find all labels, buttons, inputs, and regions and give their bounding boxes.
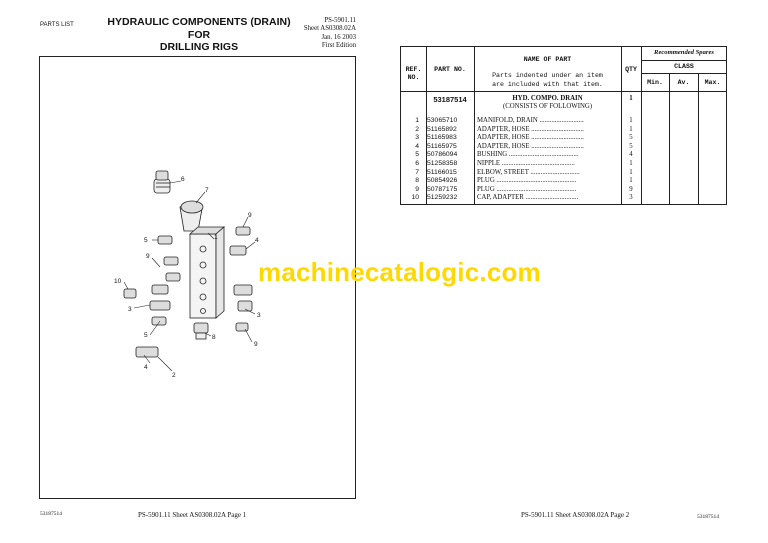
left-fittings <box>124 236 180 357</box>
callout-4: 4 <box>144 364 148 371</box>
sheet-line: PS-5901.11 <box>324 17 356 24</box>
callout-6: 6 <box>181 176 185 183</box>
footer-right-page: PS-5901.11 Sheet AS0308.02A Page 2 <box>521 511 630 519</box>
elbow-part <box>180 201 203 231</box>
manifold-part <box>190 227 224 318</box>
sheet-line: First Edition <box>321 41 356 49</box>
callout-1: 1 <box>214 234 218 241</box>
table-row: 6 51258358 NIPPLE ........................................... 1 <box>415 159 633 167</box>
assembly-part-no: 53187514 <box>433 95 467 104</box>
sheet-line: Sheet AS0308.02A <box>303 25 356 33</box>
table-row: 1 53065710 MANIFOLD, DRAIN .......................... 1 <box>415 117 633 124</box>
av-header: Av. <box>677 79 690 86</box>
callout-10: 10 <box>114 278 122 285</box>
table-row: 8 50854926 PLUG ............................................... 1 <box>415 177 633 185</box>
callout-3: 3 <box>257 312 261 319</box>
recommended-spares-header: Recommended Spares <box>654 49 714 56</box>
parts-list-label: PARTS LIST <box>40 22 74 28</box>
document-title <box>104 16 294 54</box>
table-row: 9 50787175 PLUG ............................................... 9 <box>415 185 633 193</box>
footer-left-code: 53187514 <box>40 511 62 517</box>
name-of-part-note: Parts indented under an item are included with that item. <box>492 72 603 88</box>
name-of-part-header: NAME OF PART <box>523 56 572 63</box>
sheet-info <box>286 17 356 50</box>
callout-4: 4 <box>255 237 259 244</box>
table-rows <box>401 117 641 203</box>
callout-9: 9 <box>146 253 150 260</box>
table-row: 3 51165983 ADAPTER, HOSE ............................... 5 <box>415 134 633 142</box>
callout-7: 7 <box>205 187 209 194</box>
assembly-name: HYD. COMPO. DRAIN <box>512 95 583 102</box>
part-no-header: PART NO. <box>434 66 466 73</box>
qty-header: QTY <box>625 66 637 73</box>
title-line: FOR <box>187 28 211 41</box>
callout-2: 2 <box>172 372 176 379</box>
title-line: DRILLING RIGS <box>159 41 239 53</box>
callout-5: 5 <box>144 332 148 339</box>
assembly-qty: 1 <box>629 95 633 102</box>
footer-right-code: 53187514 <box>697 514 719 520</box>
watermark-text: machinecatalogic.com <box>258 257 541 287</box>
table-row: 4 51165975 ADAPTER, HOSE ............................... 5 <box>415 142 633 150</box>
min-header: Min. <box>647 79 663 86</box>
table-row: 10 51259232 CAP, ADAPTER ............................... 3 <box>411 194 633 202</box>
nipple-part <box>154 171 170 193</box>
table-row: 5 50786094 BUSHING ......................................... 4 <box>415 151 633 159</box>
ref-no-header: REF. NO. <box>405 66 422 81</box>
footer-left-page: PS-5901.11 Sheet AS0308.02A Page 1 <box>138 511 247 519</box>
callout-8: 8 <box>212 334 216 341</box>
class-header: CLASS <box>674 63 694 70</box>
right-fittings <box>230 227 252 331</box>
title-line: HYDRAULIC COMPONENTS (DRAIN) <box>107 16 291 28</box>
bottom-plug-part <box>194 323 208 339</box>
max-header: Max. <box>704 79 721 86</box>
callout-9: 9 <box>248 212 252 219</box>
callout-3: 3 <box>128 306 132 313</box>
callout-9: 9 <box>254 341 258 348</box>
assembly-sub: (CONSISTS OF FOLLOWING) <box>502 103 593 110</box>
table-row: 2 51165892 ADAPTER, HOSE ............................... 1 <box>415 125 633 133</box>
callout-5: 5 <box>144 237 148 244</box>
table-row: 7 51166015 ELBOW, STREET ............................. 1 <box>415 168 633 176</box>
sheet-line: Jan. 16 2003 <box>321 33 356 41</box>
parts-table <box>400 46 727 205</box>
